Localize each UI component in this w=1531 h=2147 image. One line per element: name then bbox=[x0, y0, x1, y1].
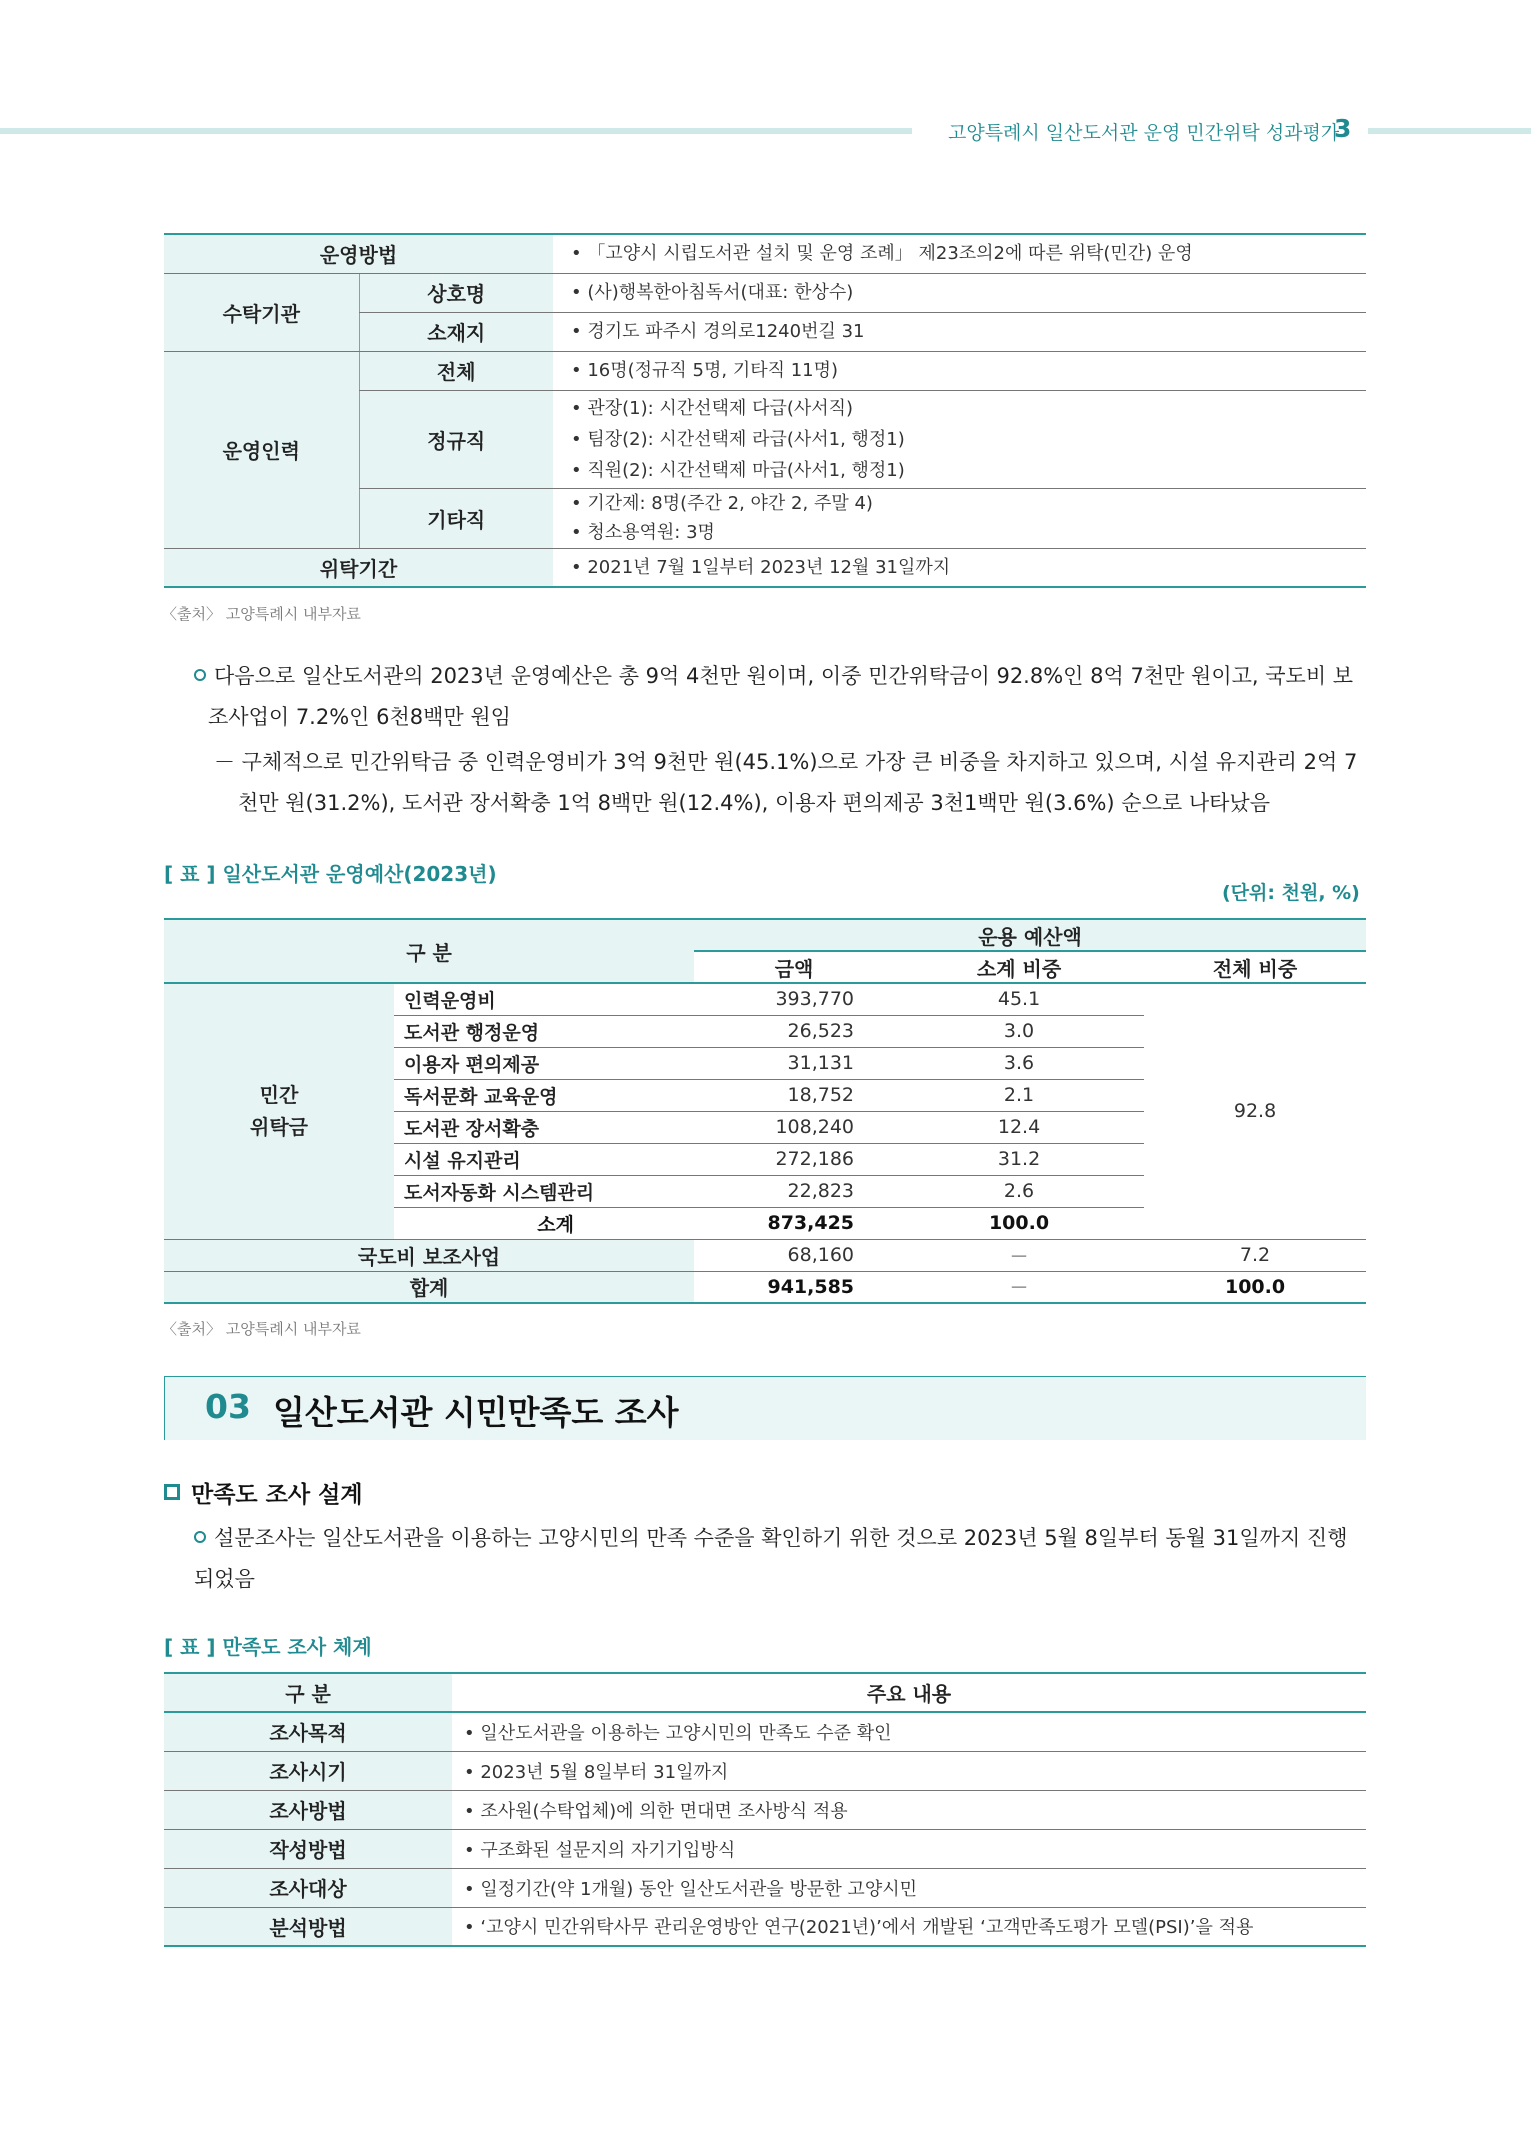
budget-table bbox=[164, 918, 1366, 1304]
row-label: 전체 bbox=[359, 351, 553, 390]
row-value: • (사)행복한아침독서(대표: 한상수) bbox=[553, 273, 1366, 312]
table-row bbox=[164, 1790, 1366, 1829]
row-value: • 2021년 7월 1일부터 2023년 12월 31일까지 bbox=[553, 548, 1366, 587]
row-label: 조사시기 bbox=[164, 1751, 452, 1790]
square-bullet-icon bbox=[164, 1484, 180, 1500]
item-label: 도서자동화 시스템관리 bbox=[394, 1175, 694, 1207]
group-label: 수탁기관 bbox=[164, 273, 359, 351]
share-cell: 12.4 bbox=[894, 1111, 1144, 1143]
row-value: • 관장(1): 시간선택제 다급(사서직) • 팀장(2): 시간선택제 라급(사서1, 행정1) • 직원(2): 시간선택제 마급(사서1, 행정1) bbox=[553, 390, 1366, 488]
budget-detail: － 구체적으로 민간위탁금 중 인력운영비가 3억 9천만 원(45.1%)으로 가장 큰 비중을 차지하고 있으며, 시설 유지관리 2억 7천만 원(31.2%), 도서관 장서확충 1억 8백만 원(12.4%), 이용자 편의제공 3천1백만 원(3.6%) 순으로 나타났음 bbox=[214, 750, 1358, 815]
table-row bbox=[164, 1712, 1366, 1751]
row-label: 상호명 bbox=[359, 273, 553, 312]
item-label: 독서문화 교육운영 bbox=[394, 1079, 694, 1111]
header-gubun: 구 분 bbox=[164, 919, 694, 983]
amount-cell: 22,823 bbox=[694, 1175, 894, 1207]
header-row bbox=[164, 919, 1366, 951]
row-label: 조사목적 bbox=[164, 1712, 452, 1751]
survey-table bbox=[164, 1672, 1366, 1947]
table-row bbox=[164, 1829, 1366, 1868]
row-value: • 일산도서관을 이용하는 고양시민의 만족도 수준 확인 bbox=[452, 1712, 1366, 1751]
row-value: • 조사원(수탁업체)에 의한 면대면 조사방식 적용 bbox=[452, 1790, 1366, 1829]
amount-cell: 393,770 bbox=[694, 983, 894, 1015]
total-share: － bbox=[1009, 1277, 1029, 1300]
item-label: 이용자 편의제공 bbox=[394, 1047, 694, 1079]
share-cell: 2.6 bbox=[894, 1175, 1144, 1207]
amount-cell: 18,752 bbox=[694, 1079, 894, 1111]
circle-bullet-icon bbox=[194, 1531, 206, 1543]
row-label: 정규직 bbox=[359, 390, 553, 488]
header-budget: 운용 예산액 bbox=[694, 919, 1366, 951]
row-label: 조사대상 bbox=[164, 1868, 452, 1907]
table-row bbox=[164, 1868, 1366, 1907]
section-number: 03 bbox=[205, 1387, 251, 1426]
subtotal-amount: 873,425 bbox=[694, 1207, 894, 1239]
header-row bbox=[164, 1673, 1366, 1712]
budget-paragraph: 다음으로 일산도서관의 2023년 운영예산은 총 9억 4천만 원이며, 이중 민간위탁금이 92.8%인 8억 7천만 원이고, 국도비 보조사업이 7.2%인 6천8백만 원임 － 구체적으로 민간위탁금 중 인력운영비가 3억 9천만 원(45.1%)으로 가장 큰 비중을 차지하고 있으며, 시설 유지관리 2억 7천만 원(31.2%), 도서관 장서확충 1억 8백만 원(12.4%), 이용자 편의제공 3천1백만 원(3.6%) 순으로 나타났음 bbox=[194, 656, 1366, 824]
row-label: 기타직 bbox=[359, 488, 553, 548]
table-row bbox=[164, 351, 1366, 390]
table-row bbox=[164, 983, 1366, 1015]
row-label: 위탁기간 bbox=[164, 548, 553, 587]
item-label: 도서관 장서확충 bbox=[394, 1111, 694, 1143]
table-row bbox=[164, 1907, 1366, 1946]
item-label: 인력운영비 bbox=[394, 983, 694, 1015]
amount-cell: 108,240 bbox=[694, 1111, 894, 1143]
row-value: • 구조화된 설문지의 자기기입방식 bbox=[452, 1829, 1366, 1868]
table-caption: [ 표 ] 일산도서관 운영예산(2023년) bbox=[164, 862, 497, 886]
subtotal-label: 소계 bbox=[394, 1207, 694, 1239]
share-cell: 45.1 bbox=[894, 983, 1144, 1015]
share-cell: 3.0 bbox=[894, 1015, 1144, 1047]
contract-info-table bbox=[164, 233, 1366, 588]
subsidy-total: 7.2 bbox=[1144, 1239, 1366, 1271]
group-label: 민간 위탁금 bbox=[164, 983, 394, 1239]
row-value: • 경기도 파주시 경의로1240번길 31 bbox=[553, 312, 1366, 351]
circle-bullet-icon bbox=[194, 669, 206, 681]
header-content: 주요 내용 bbox=[452, 1673, 1366, 1712]
row-label: 조사방법 bbox=[164, 1790, 452, 1829]
subsidy-amount: 68,160 bbox=[694, 1239, 894, 1271]
share-cell: 31.2 bbox=[894, 1143, 1144, 1175]
item-label: 시설 유지관리 bbox=[394, 1143, 694, 1175]
amount-cell: 31,131 bbox=[694, 1047, 894, 1079]
header-amount: 금액 bbox=[694, 951, 894, 983]
row-label: 소재지 bbox=[359, 312, 553, 351]
share-cell: 2.1 bbox=[894, 1079, 1144, 1111]
subsidy-share: － bbox=[894, 1239, 1144, 1271]
table-unit: (단위: 천원, %) bbox=[1222, 882, 1360, 904]
row-label: 분석방법 bbox=[164, 1907, 452, 1946]
subheading: 만족도 조사 설계 bbox=[191, 1482, 363, 1508]
header-rule-right bbox=[1368, 128, 1531, 134]
table-caption: [ 표 ] 만족도 조사 체계 bbox=[164, 1635, 372, 1659]
subtotal-share: 100.0 bbox=[894, 1207, 1144, 1239]
page-number: 3 bbox=[1334, 114, 1352, 143]
page-header bbox=[0, 116, 1531, 146]
header-subshare: 소계 비중 bbox=[894, 951, 1144, 983]
table-row bbox=[164, 273, 1366, 312]
section-banner bbox=[164, 1376, 1366, 1440]
table-row bbox=[164, 234, 1366, 273]
header-total-share: 전체 비중 bbox=[1144, 951, 1366, 983]
source-note: 〈출처〉 고양특례시 내부자료 bbox=[162, 605, 361, 623]
subsidy-label: 국도비 보조사업 bbox=[164, 1239, 694, 1271]
amount-cell: 26,523 bbox=[694, 1015, 894, 1047]
header-rule-left bbox=[0, 128, 912, 134]
total-row bbox=[164, 1271, 1366, 1303]
source-note: 〈출처〉 고양특례시 내부자료 bbox=[162, 1320, 361, 1338]
row-value: • 16명(정규직 5명, 기타직 11명) bbox=[553, 351, 1366, 390]
header-title: 고양특례시 일산도서관 운영 민간위탁 성과평가 bbox=[948, 122, 1340, 144]
row-value: • 「고양시 시립도서관 설치 및 운영 조례」 제23조의2에 따른 위탁(민간) 운영 bbox=[553, 234, 1366, 273]
total-amount: 941,585 bbox=[767, 1275, 855, 1298]
row-label: 운영방법 bbox=[164, 234, 553, 273]
row-value: • 2023년 5월 8일부터 31일까지 bbox=[452, 1751, 1366, 1790]
total-total: 100.0 bbox=[1224, 1275, 1286, 1298]
row-value: • 일정기간(약 1개월) 동안 일산도서관을 방문한 고양시민 bbox=[452, 1868, 1366, 1907]
table-row bbox=[164, 548, 1366, 587]
group-total-share: 92.8 bbox=[1144, 983, 1366, 1239]
survey-paragraph: 설문조사는 일산도서관을 이용하는 고양시민의 만족 수준을 확인하기 위한 것으로 2023년 5월 8일부터 동월 31일까지 진행되었음 bbox=[194, 1526, 1348, 1591]
group-label: 운영인력 bbox=[164, 351, 359, 548]
subsidy-row bbox=[164, 1239, 1366, 1271]
row-value: • 기간제: 8명(주간 2, 야간 2, 주말 4) • 청소용역원: 3명 bbox=[553, 488, 1366, 548]
header-gubun: 구 분 bbox=[164, 1673, 452, 1712]
row-value: • ‘고양시 민간위탁사무 관리운영방안 연구(2021년)’에서 개발된 ‘고객만족도평가 모델(PSI)’을 적용 bbox=[452, 1907, 1366, 1946]
total-label: 합계 bbox=[164, 1271, 694, 1303]
section-title: 일산도서관 시민만족도 조사 bbox=[273, 1393, 679, 1432]
item-label: 도서관 행정운영 bbox=[394, 1015, 694, 1047]
table-row bbox=[164, 1751, 1366, 1790]
amount-cell: 272,186 bbox=[694, 1143, 894, 1175]
share-cell: 3.6 bbox=[894, 1047, 1144, 1079]
row-label: 작성방법 bbox=[164, 1829, 452, 1868]
